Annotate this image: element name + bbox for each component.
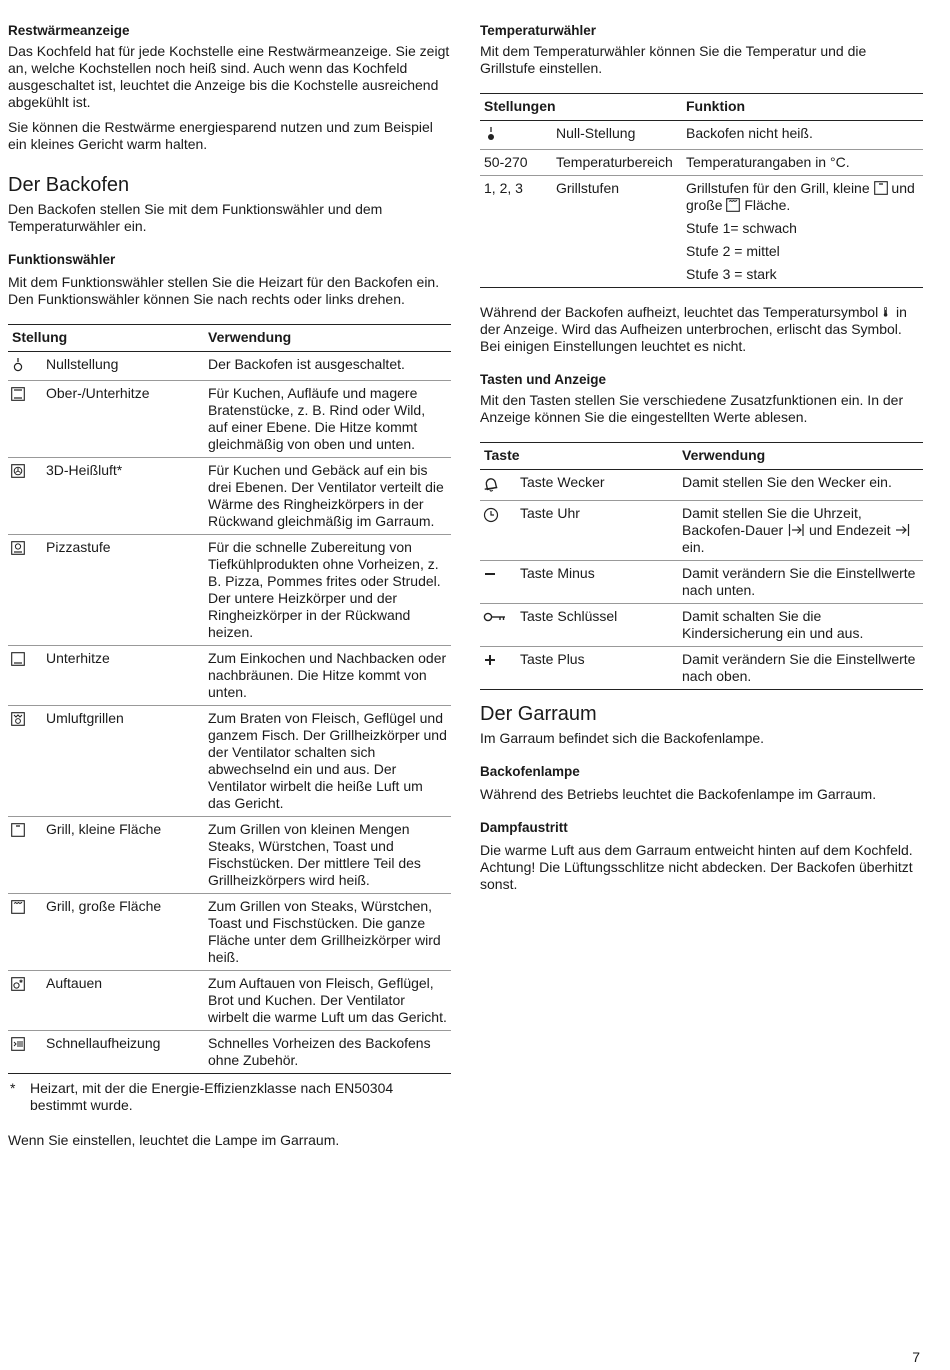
clock-use-a: Damit stellen Sie die Uhrzeit, Backofen-Dauer <box>682 505 862 538</box>
stellung-name: Umluftgrillen <box>42 706 204 817</box>
funktionswaehler-text-2: Den Funktionswähler können Sie nach rechts oder links drehen. <box>8 291 405 307</box>
button-use: Damit schalten Sie die Kindersicherung ein und aus. <box>678 604 923 647</box>
table-row <box>480 501 923 561</box>
temperature-symbol-text <box>480 304 923 355</box>
lamp-note: Wenn Sie einstellen, leuchtet die Lampe im Garraum. <box>8 1132 340 1148</box>
plus-icon <box>483 653 497 667</box>
dot-icon <box>484 127 498 141</box>
button-use: Damit verändern Sie die Einstellwerte nach unten. <box>678 561 923 604</box>
zero-position-icon <box>11 358 25 372</box>
stellung-name: Unterhitze <box>42 646 204 706</box>
dampfaustritt-text: Die warme Luft aus dem Garraum entweicht hinten auf dem Kochfeld. Achtung! Die Lüftungsschlitze nicht abdecken. Der Backofen überhitzt sonst. <box>480 842 913 892</box>
temperature-symbol-text-a: Während der Backofen aufheizt, leuchtet das Temperatursymbol <box>480 304 879 320</box>
function-text: Temperaturangaben in °C. <box>682 150 923 176</box>
stellung-name: 3D-Heißluft* <box>42 458 204 535</box>
temperature-symbol-text-b: in der Anzeige. Wird das Aufheizen unterbrochen, erlischt das Symbol. Bei einigen Einstellungen leuchtet es nicht. <box>480 304 907 354</box>
clock-use-c: ein. <box>682 539 705 555</box>
key-icon <box>483 610 507 624</box>
grill-level-1: Stufe 1= schwach <box>686 220 797 236</box>
bell-icon <box>483 476 499 492</box>
table-header-stellungen: Stellungen <box>480 94 682 121</box>
page-number: 7 <box>912 1349 920 1365</box>
buttons-table <box>480 442 923 690</box>
temperature-selector-table <box>480 93 923 288</box>
grill-level-3: Stufe 3 = stark <box>686 266 777 282</box>
verwendung-text: Zum Auftauen von Fleisch, Geflügel, Brot und Kuchen. Der Ventilator wirbelt die warme Luft um das Gericht. <box>204 971 451 1031</box>
button-use: Damit stellen Sie den Wecker ein. <box>678 470 923 501</box>
verwendung-text: Der Backofen ist ausgeschaltet. <box>204 352 451 381</box>
left-column <box>8 22 451 1157</box>
thermometer-icon <box>882 305 892 319</box>
button-name: Taste Plus <box>516 647 678 690</box>
grill-large-area-icon <box>726 198 740 212</box>
table-row <box>8 817 451 894</box>
temperaturwaehler-heading: Temperaturwähler <box>480 23 597 38</box>
footnote-text: Heizart, mit der die Energie-Effizienzklasse nach EN50304 bestimmt wurde. <box>30 1080 394 1113</box>
table-row <box>480 176 923 288</box>
button-use-cell <box>678 501 923 561</box>
table-row <box>8 352 451 381</box>
table-header-stellung: Stellung <box>8 325 204 352</box>
position-value: 50-270 <box>480 150 552 176</box>
table-header-taste: Taste <box>480 443 678 470</box>
button-name: Taste Schlüssel <box>516 604 678 647</box>
backofenlampe-heading: Backofenlampe <box>480 764 580 779</box>
top-bottom-heat-icon <box>11 387 25 401</box>
stellung-name: Grill, kleine Fläche <box>42 817 204 894</box>
button-use: Damit verändern Sie die Einstellwerte nach oben. <box>678 647 923 690</box>
table-row <box>8 458 451 535</box>
grill-levels-text <box>686 180 919 214</box>
dampfaustritt-heading: Dampfaustritt <box>480 820 568 835</box>
verwendung-text: Für die schnelle Zubereitung von Tiefkühlprodukten ohne Vorheizen, z. B. Pizza, Pommes frites oder Strudel. Der untere Heizkörper und der Ringheizkörper in der Rückwand heizen. <box>204 535 451 646</box>
position-value: 1, 2, 3 <box>480 176 552 288</box>
duration-icon <box>787 523 805 537</box>
table-row <box>480 647 923 690</box>
bottom-heat-icon <box>11 652 25 666</box>
clock-use-b: und Endezeit <box>808 522 891 538</box>
verwendung-text: Für Kuchen, Aufläufe und magere Bratenstücke, z. B. Rind oder Wild, auf einer Ebene. Die Hitze kommt gleichmäßig von oben und unten. <box>204 381 451 458</box>
rapid-heat-icon <box>11 1037 25 1051</box>
circulated-grill-icon <box>11 712 25 726</box>
garraum-text: Im Garraum befindet sich die Backofenlampe. <box>480 730 765 746</box>
position-name: Grillstufen <box>552 176 682 288</box>
table-row <box>480 470 923 501</box>
verwendung-text: Schnelles Vorheizen des Backofens ohne Zubehör. <box>204 1031 451 1074</box>
function-cell <box>682 176 923 288</box>
grill-small-area-icon <box>11 823 25 837</box>
grill-level-2: Stufe 2 = mittel <box>686 243 780 259</box>
end-time-icon <box>895 523 911 537</box>
pizza-setting-icon <box>11 541 25 555</box>
button-name: Taste Minus <box>516 561 678 604</box>
verwendung-text: Für Kuchen und Gebäck auf ein bis drei Ebenen. Der Ventilator verteilt die Wärme des Ringheizkörpers in der Rückwand gleichmäßig im Garraum. <box>204 458 451 535</box>
garraum-heading: Der Garraum <box>480 703 597 725</box>
stellung-name: Nullstellung <box>42 352 204 381</box>
stellung-name: Ober-/Unterhitze <box>42 381 204 458</box>
position-name: Null-Stellung <box>552 121 682 150</box>
grill-text-a: Grillstufen für den Grill, kleine <box>686 180 870 196</box>
verwendung-text: Zum Grillen von kleinen Mengen Steaks, Würstchen, Toast und Fischstücken. Der mittlere Teil des Grillheizkörpers wird heiß. <box>204 817 451 894</box>
table-row <box>480 121 923 150</box>
hot-air-3d-icon <box>11 464 25 478</box>
table-header-verwendung: Verwendung <box>204 325 451 352</box>
funktionswaehler-heading: Funktionswähler <box>8 252 116 267</box>
table-header-verwendung: Verwendung <box>678 443 923 470</box>
backofenlampe-text: Während des Betriebs leuchtet die Backofenlampe im Garraum. <box>480 786 877 802</box>
stellung-name: Auftauen <box>42 971 204 1031</box>
function-text: Backofen nicht heiß. <box>682 121 923 150</box>
tasten-text: Mit den Tasten stellen Sie verschiedene Zusatzfunktionen ein. In der Anzeige können Sie die eingestellten Werte ablesen. <box>480 392 904 425</box>
footnote-marker: * <box>10 1080 16 1096</box>
restwaerme-text-2: Sie können die Restwärme energiesparend nutzen und zum Beispiel ein kleines Gericht warm halten. <box>8 119 433 152</box>
verwendung-text: Zum Grillen von Steaks, Würstchen, Toast und Fischstücken. Die ganze Fläche unter dem Grillheizkörper wird heiß. <box>204 894 451 971</box>
table-row <box>8 706 451 817</box>
restwaerme-heading: Restwärmeanzeige <box>8 23 130 38</box>
grill-text-b: und große <box>686 180 915 213</box>
defrost-icon <box>11 977 25 991</box>
table-row <box>8 646 451 706</box>
tasten-heading: Tasten und Anzeige <box>480 372 607 387</box>
table-row <box>8 971 451 1031</box>
grill-text-c: Fläche. <box>744 197 791 213</box>
restwaerme-text-1: Das Kochfeld hat für jede Kochstelle eine Restwärmeanzeige. Sie zeigt an, welche Kochstellen noch heiß sind. Auch wenn das Kochfeld ausgeschaltet ist, leuchtet die Anzeige bis die Kochstelle ausreichend abgekühlt ist. <box>8 43 450 110</box>
verwendung-text: Zum Einkochen und Nachbacken oder nachbräunen. Die Hitze kommt von unten. <box>204 646 451 706</box>
table-row <box>480 604 923 647</box>
grill-large-area-icon <box>11 900 25 914</box>
verwendung-text: Zum Braten von Fleisch, Geflügel und ganzem Fisch. Der Grillheizkörper und der Ventilator schalten sich abwechselnd ein und aus. Der Ventilator wirbelt die heiße Luft um das Gericht. <box>204 706 451 817</box>
table-header-funktion: Funktion <box>682 94 923 121</box>
clock-icon <box>483 507 499 523</box>
stellung-name: Schnellaufheizung <box>42 1031 204 1074</box>
right-column <box>480 22 923 901</box>
button-name: Taste Uhr <box>516 501 678 561</box>
position-name: Temperaturbereich <box>552 150 682 176</box>
backofen-heading: Der Backofen <box>8 174 130 196</box>
funktionswaehler-text-1: Mit dem Funktionswähler stellen Sie die Heizart für den Backofen ein. <box>8 274 440 290</box>
stellung-name: Pizzastufe <box>42 535 204 646</box>
backofen-text: Den Backofen stellen Sie mit dem Funktionswähler und dem Temperaturwähler ein. <box>8 201 383 234</box>
table-row <box>8 894 451 971</box>
temperaturwaehler-text: Mit dem Temperaturwähler können Sie die Temperatur und die Grillstufe einstellen. <box>480 43 867 76</box>
table-row <box>8 381 451 458</box>
function-selector-table <box>8 324 451 1074</box>
table-row <box>480 150 923 176</box>
table-row <box>8 1031 451 1074</box>
stellung-name: Grill, große Fläche <box>42 894 204 971</box>
table-row <box>480 561 923 604</box>
grill-small-area-icon <box>874 181 888 195</box>
minus-icon <box>483 567 497 581</box>
button-name: Taste Wecker <box>516 470 678 501</box>
table-footnote <box>8 1080 451 1114</box>
table-row <box>8 535 451 646</box>
